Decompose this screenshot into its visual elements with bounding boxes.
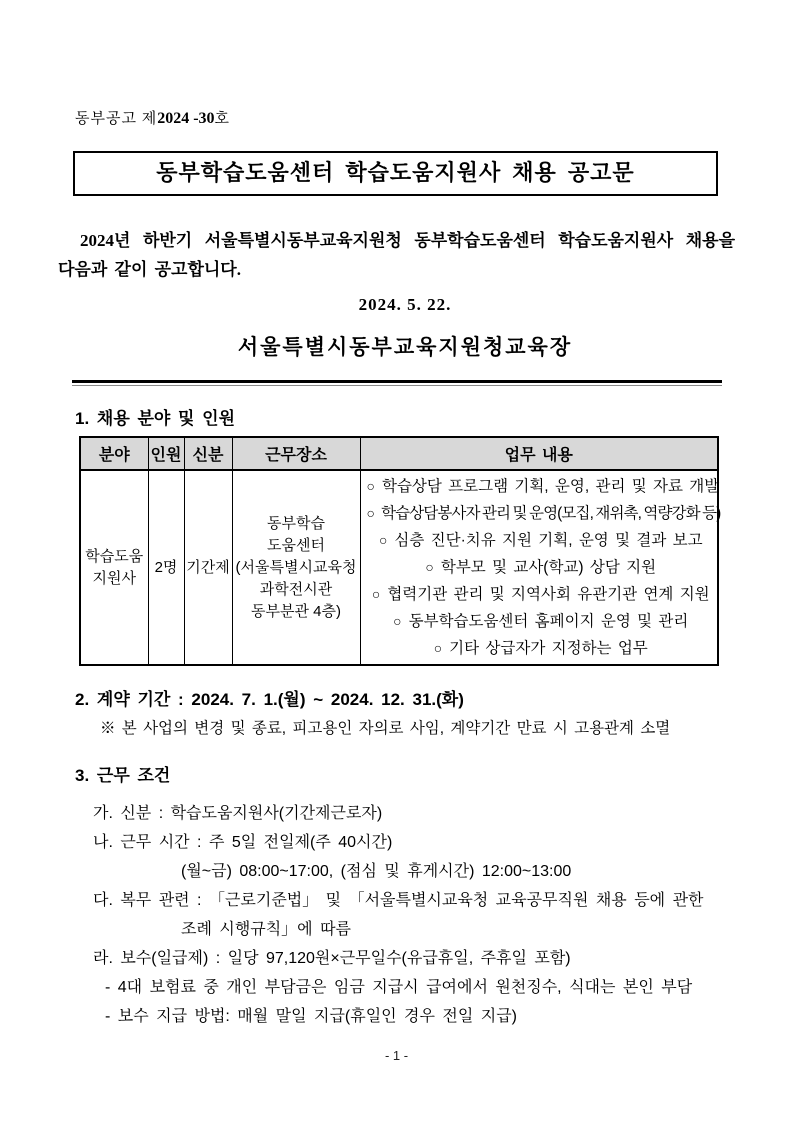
recruitment-table (79, 436, 719, 666)
duty-text: 기타 상급자가 지정하는 업무 (449, 640, 648, 657)
doc-number (75, 108, 735, 130)
header-field: 분야 (80, 437, 148, 470)
table-row (80, 470, 718, 665)
doc-number-prefix: 동부공고 제 (75, 111, 158, 127)
double-divider (72, 380, 722, 386)
work-condition-item: (월~금) 08:00~17:00, (점심 및 휴게시간) 12:00~13:00 (181, 863, 572, 880)
work-conditions-list (75, 799, 735, 1031)
duty-text: 협력기관 관리 및 지역사회 유관기관 연계 지원 (387, 586, 710, 603)
workplace-line: 도움센터 (267, 536, 325, 554)
header-count: 인원 (148, 437, 184, 470)
duty-item (367, 554, 716, 581)
workplace-line: 동부학습 (267, 514, 325, 532)
cell-workplace (232, 470, 360, 665)
duty-item (367, 635, 716, 662)
duty-text: 학부모 및 교사(학교) 상담 지원 (440, 559, 657, 576)
work-condition-item: 가. 신분 : 학습도움지원사(기간제근로자) (93, 805, 383, 822)
field-line: 학습도움 (85, 547, 144, 565)
duty-item (367, 608, 716, 635)
announcement-date: 2024. 5. 22. (358, 295, 452, 314)
circle-bullet-icon: ○ (378, 532, 388, 548)
circle-bullet-icon: ○ (425, 559, 434, 575)
section-1-heading: 1. 채용 분야 및 인원 (75, 409, 236, 428)
circle-bullet-icon: ○ (366, 478, 375, 494)
contract-note: ※ 본 사업의 변경 및 종료, 피고용인 자의로 사임, 계약기간 만료 시 고용관계 소멸 (100, 720, 671, 737)
duty-item (366, 500, 721, 527)
circle-bullet-icon: ○ (433, 640, 443, 656)
field-line: 지원사 (92, 569, 136, 587)
section-3-heading: 3. 근무 조건 (75, 766, 171, 785)
cell-count: 2명 (148, 470, 184, 665)
duty-item (367, 581, 716, 608)
header-status: 신분 (184, 437, 232, 470)
duty-item (367, 527, 716, 554)
intro-paragraph: 2024년 하반기 서울특별시동부교육지원청 동부학습도움센터 학습도움지원사 채용을 다음과 같이 공고합니다. (58, 231, 735, 279)
work-condition-item: 조례 시행규칙」에 따름 (181, 921, 351, 938)
cell-status: 기간제 (184, 470, 232, 665)
doc-number-value: 2024 -30 (157, 110, 215, 127)
workplace-line: 과학전시관 (259, 580, 333, 598)
section-2-heading: 2. 계약 기간 : 2024. 7. 1.(월) ~ 2024. 12. 31.(화) (75, 690, 464, 709)
work-condition-item: 다. 복무 관련 : 「근로기준법」 및 「서울특별시교육청 교육공무직원 채용 등에 관한 (93, 892, 704, 909)
signer-title: 서울특별시동부교육지원청교육장 (237, 335, 573, 359)
work-condition-item: 나. 근무 시간 : 주 5일 전일제(주 40시간) (93, 834, 393, 851)
duty-text: 학습상담봉사자 관리 및 운영(모집, 재위촉, 역량강화 등) (381, 505, 721, 522)
work-condition-item: - 보수 지급 방법: 매월 말일 지급(휴일인 경우 전일 지급) (105, 1008, 518, 1025)
duty-text: 동부학습도움센터 홈페이지 운영 및 관리 (408, 613, 689, 630)
document-title: 동부학습도움센터 학습도움지원사 채용 공고문 (73, 151, 718, 196)
workplace-line: (서울특별시교육청 (235, 558, 357, 576)
duty-item (366, 473, 720, 500)
work-condition-item: - 4대 보험료 중 개인 부담금은 임금 지급시 급여에서 원천징수, 식대는 본인 부담 (105, 979, 693, 996)
cell-field (80, 470, 148, 665)
work-condition-item: 라. 보수(일급제) : 일당 97,120원×근무일수(유급휴일, 주휴일 포함) (93, 950, 571, 967)
circle-bullet-icon: ○ (393, 613, 402, 629)
page-number: - 1 - (384, 1048, 409, 1063)
header-duties: 업무 내용 (360, 437, 718, 470)
circle-bullet-icon: ○ (366, 505, 375, 521)
table-header-row (80, 437, 718, 470)
duty-text: 심층 진단·치유 지원 기획, 운영 및 결과 보고 (394, 532, 703, 549)
doc-number-suffix: 호 (214, 111, 231, 127)
circle-bullet-icon: ○ (371, 586, 381, 602)
workplace-line: 동부분관 4층) (251, 602, 341, 620)
header-workplace: 근무장소 (232, 437, 360, 470)
cell-duties (360, 470, 721, 665)
duty-text: 학습상담 프로그램 기획, 운영, 관리 및 자료 개발 (381, 478, 720, 495)
